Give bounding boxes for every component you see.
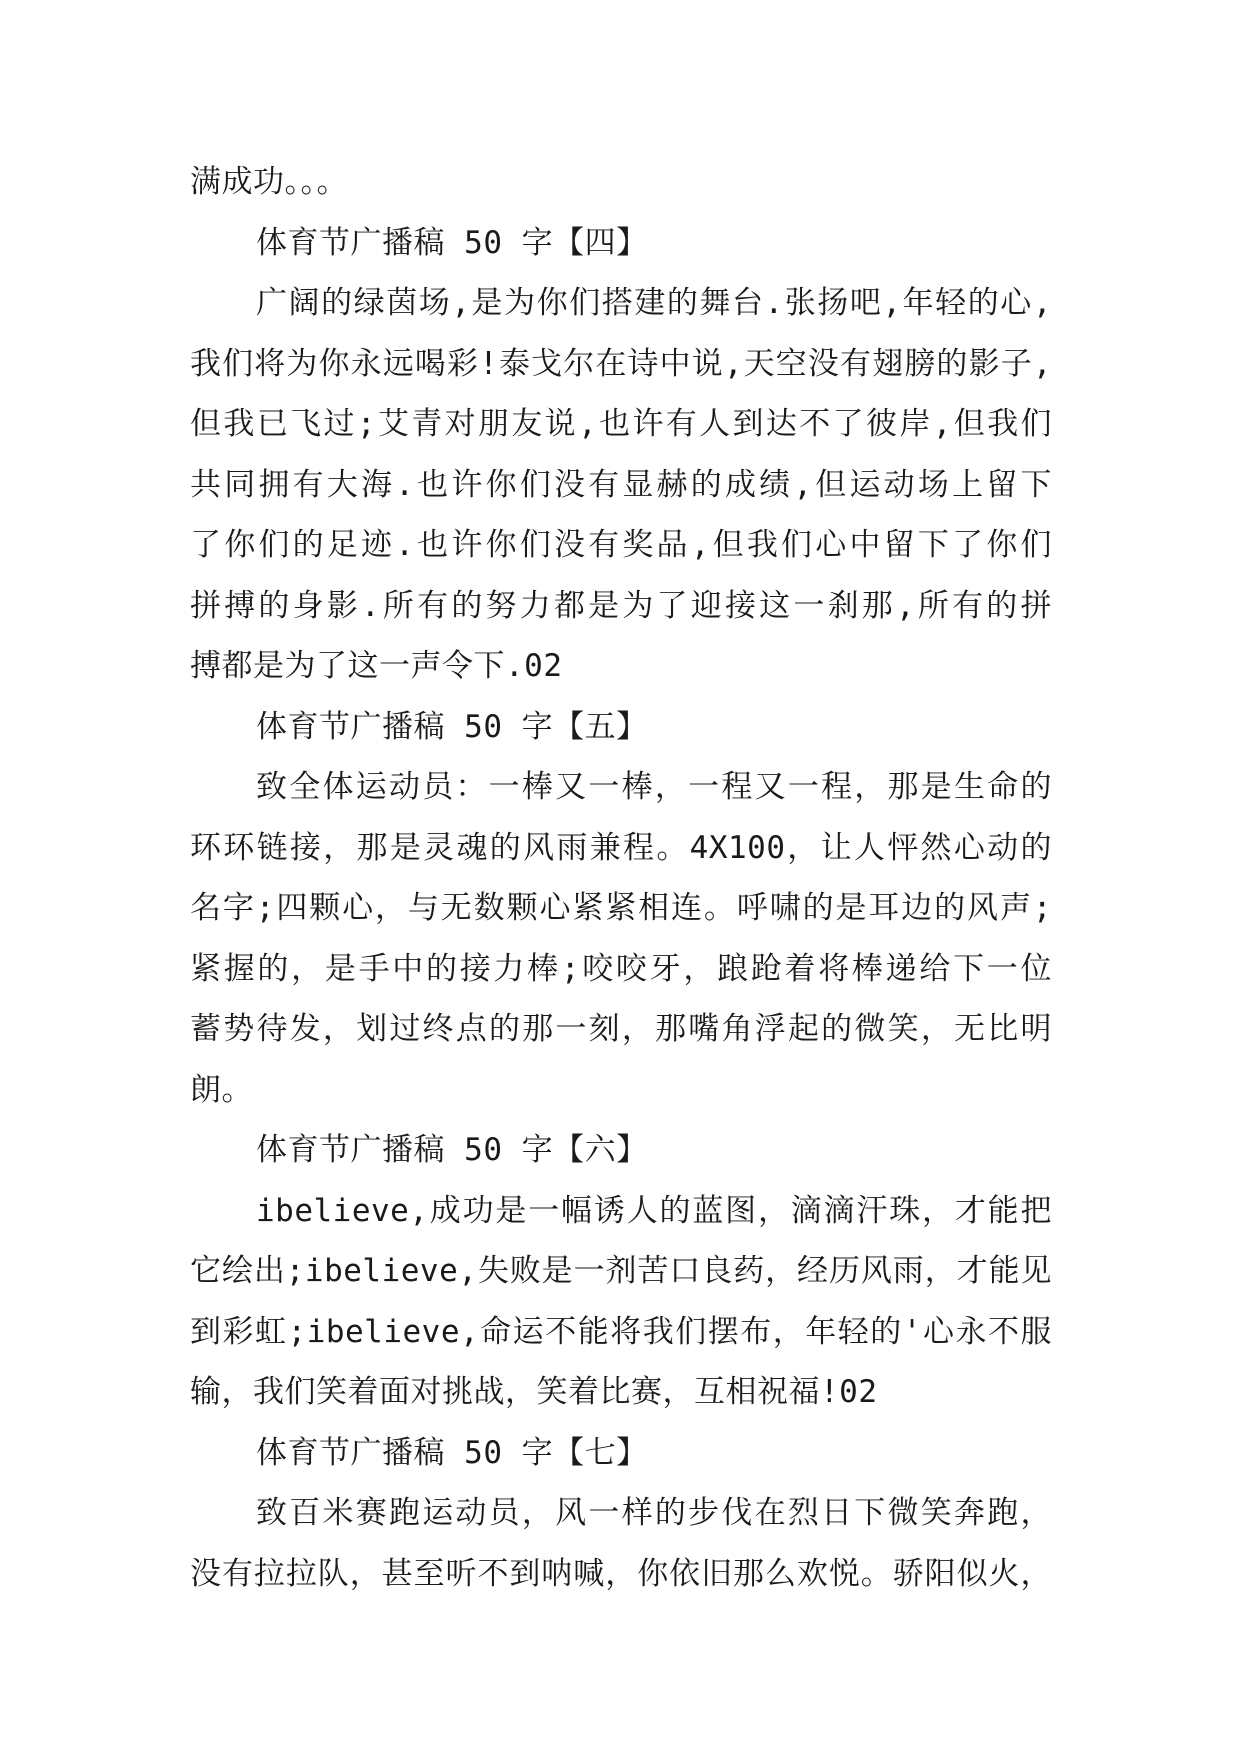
paragraph-line: 它绘出;ibelieve,失败是一剂苦口良药，经历风雨，才能见 bbox=[190, 1253, 1052, 1289]
paragraph-line: 广阔的绿茵场,是为你们搭建的舞台.张扬吧,年轻的心, bbox=[256, 285, 1052, 321]
paragraph-line: 但我已飞过;艾青对朋友说,也许有人到达不了彼岸,但我们 bbox=[190, 406, 1052, 442]
section-heading: 体育节广播稿 50 字【七】 bbox=[256, 1434, 648, 1471]
paragraph-line: 蓄势待发，划过终点的那一刻，那嘴角浮起的微笑，无比明 bbox=[190, 1011, 1052, 1047]
paragraph-line: 输，我们笑着面对挑战，笑着比赛，互相祝福!02 bbox=[190, 1374, 878, 1410]
paragraph-line: 致百米赛跑运动员，风一样的步伐在烈日下微笑奔跑， bbox=[256, 1495, 1052, 1531]
section-heading: 体育节广播稿 50 字【五】 bbox=[256, 708, 648, 745]
paragraph-line: 拼搏的身影.所有的努力都是为了迎接这一刹那,所有的拼 bbox=[190, 587, 1052, 624]
paragraph-line: 朗。 bbox=[190, 1071, 253, 1108]
document-page bbox=[190, 152, 1052, 1712]
paragraph-line: 没有拉拉队，甚至听不到呐喊，你依旧那么欢悦。骄阳似火， bbox=[190, 1555, 1052, 1592]
paragraph-line: 搏都是为了这一声令下.02 bbox=[190, 648, 563, 684]
paragraph-line: 我们将为你永远喝彩!泰戈尔在诗中说,天空没有翅膀的影子, bbox=[190, 345, 1052, 382]
paragraph-line: 满成功。。。 bbox=[190, 164, 348, 200]
section-heading: 体育节广播稿 50 字【四】 bbox=[256, 224, 648, 261]
document-body bbox=[190, 152, 1052, 1604]
paragraph-line: 环环链接，那是灵魂的风雨兼程。4X100，让人怦然心动的 bbox=[190, 829, 1052, 866]
paragraph-line: 紧握的，是手中的接力棒;咬咬牙，踉跄着将棒递给下一位 bbox=[190, 950, 1052, 987]
paragraph-line: 名字;四颗心，与无数颗心紧紧相连。呼啸的是耳边的风声; bbox=[190, 890, 1052, 926]
paragraph-line: 到彩虹;ibelieve,命运不能将我们摆布，年轻的'心永不服 bbox=[190, 1313, 1052, 1350]
paragraph-line: 共同拥有大海.也许你们没有显赫的成绩,但运动场上留下 bbox=[190, 466, 1052, 503]
paragraph-line: 了你们的足迹.也许你们没有奖品,但我们心中留下了你们 bbox=[190, 527, 1052, 563]
section-heading: 体育节广播稿 50 字【六】 bbox=[256, 1132, 648, 1168]
paragraph-line: 致全体运动员：一棒又一棒，一程又一程，那是生命的 bbox=[256, 769, 1052, 805]
paragraph-line: ibelieve,成功是一幅诱人的蓝图，滴滴汗珠，才能把 bbox=[256, 1192, 1052, 1229]
